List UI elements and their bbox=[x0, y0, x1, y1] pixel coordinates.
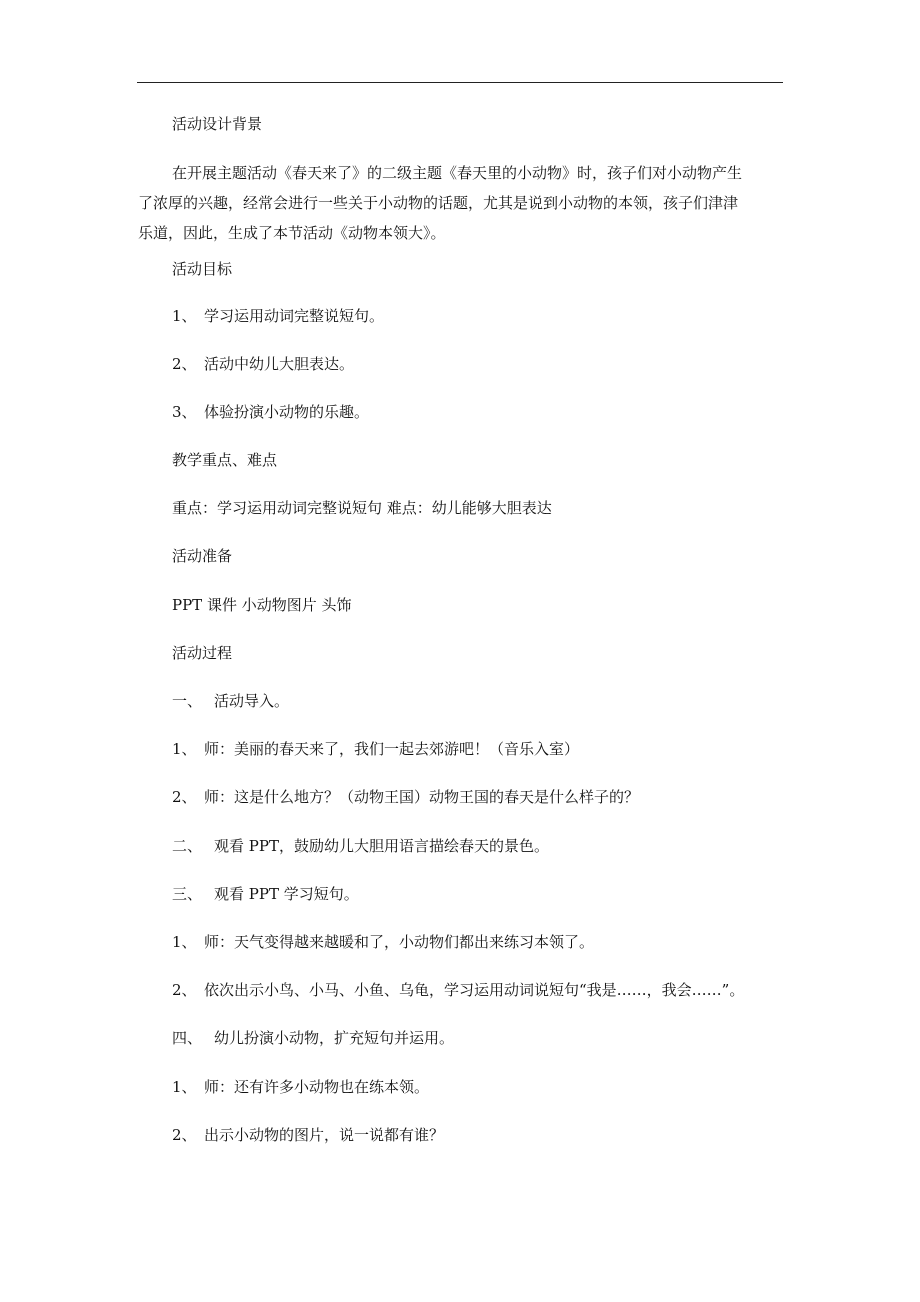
preparation-text: PPT 课件 小动物图片 头饰 bbox=[172, 596, 352, 614]
process-section bbox=[172, 1030, 454, 1046]
goal-number: 1、 bbox=[172, 307, 197, 325]
process-number: 1、 bbox=[172, 740, 197, 758]
heading-process: 活动过程 bbox=[172, 644, 233, 662]
process-item bbox=[172, 934, 594, 950]
process-number: 二、 bbox=[172, 837, 203, 855]
process-text: 出示小动物的图片，说一说都有谁？ bbox=[204, 1126, 445, 1144]
process-number: 2、 bbox=[172, 981, 197, 999]
process-item bbox=[172, 789, 639, 805]
goal-item bbox=[172, 404, 369, 420]
process-number: 一、 bbox=[172, 692, 203, 710]
heading-background: 活动设计背景 bbox=[172, 115, 263, 133]
process-number: 1、 bbox=[172, 933, 197, 951]
process-text: 师：美丽的春天来了，我们一起去郊游吧！（音乐入室） bbox=[204, 740, 580, 758]
heading-key-points: 教学重点、难点 bbox=[172, 451, 278, 469]
process-item bbox=[172, 1079, 429, 1095]
background-paragraph bbox=[138, 158, 784, 248]
process-text: 幼儿扮演小动物，扩充短句并运用。 bbox=[214, 1029, 455, 1047]
process-text: 活动导入。 bbox=[214, 692, 290, 710]
process-text: 观看 PPT，鼓励幼儿大胆用语言描绘春天的景色。 bbox=[214, 837, 549, 855]
goal-text: 学习运用动词完整说短句。 bbox=[204, 307, 385, 325]
process-text: 师：这是什么地方？（动物王国）动物王国的春天是什么样子的？ bbox=[204, 788, 640, 806]
process-section bbox=[172, 886, 359, 902]
process-text: 师：天气变得越来越暖和了，小动物们都出来练习本领了。 bbox=[204, 933, 595, 951]
process-number: 2、 bbox=[172, 788, 197, 806]
heading-goals: 活动目标 bbox=[172, 260, 233, 278]
process-section bbox=[172, 838, 549, 854]
process-number: 2、 bbox=[172, 1126, 197, 1144]
process-number: 1、 bbox=[172, 1078, 197, 1096]
process-item bbox=[172, 982, 744, 998]
heading-preparation: 活动准备 bbox=[172, 547, 233, 565]
background-line: 在开展主题活动《春天来了》的二级主题《春天里的小动物》时，孩子们对小动物产生 bbox=[172, 164, 743, 182]
process-item bbox=[172, 1127, 444, 1143]
goal-text: 活动中幼儿大胆表达。 bbox=[204, 355, 355, 373]
process-text: 观看 PPT 学习短句。 bbox=[214, 885, 359, 903]
process-number: 四、 bbox=[172, 1029, 203, 1047]
key-points-text: 重点：学习运用动词完整说短句 难点：幼儿能够大胆表达 bbox=[172, 499, 552, 517]
goal-item bbox=[172, 308, 384, 324]
goal-number: 2、 bbox=[172, 355, 197, 373]
process-number: 三、 bbox=[172, 885, 203, 903]
process-item bbox=[172, 741, 579, 757]
background-line: 了浓厚的兴趣，经常会进行一些关于小动物的话题，尤其是说到小动物的本领，孩子们津津 bbox=[138, 194, 739, 212]
process-text: 依次出示小鸟、小马、小鱼、乌龟，学习运用动词说短句“我是……，我会……”。 bbox=[204, 981, 745, 999]
process-text: 师：还有许多小动物也在练本领。 bbox=[204, 1078, 430, 1096]
header-rule bbox=[137, 82, 783, 83]
background-line: 乐道，因此，生成了本节活动《动物本领大》。 bbox=[138, 224, 446, 242]
process-section bbox=[172, 693, 289, 709]
goal-number: 3、 bbox=[172, 403, 197, 421]
goal-text: 体验扮演小动物的乐趣。 bbox=[204, 403, 370, 421]
goal-item bbox=[172, 356, 354, 372]
